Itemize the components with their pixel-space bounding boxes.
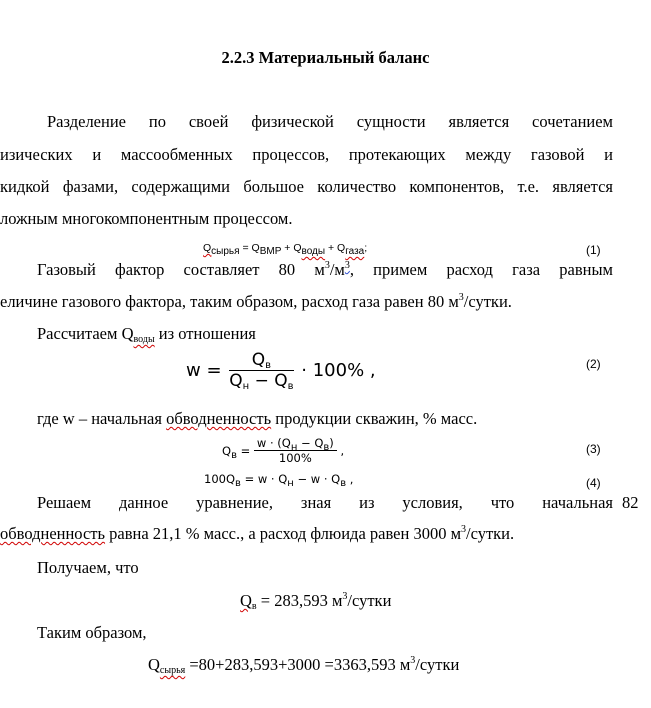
para1-line2: изических и массообменных процессов, протекающих между газовой и [0, 145, 613, 164]
equation-1: $Q_{сырья} = Q_{ВМР} + Q_{воды} + Q_{газа}$; [203, 242, 368, 257]
para7: Таким образом, [37, 623, 147, 642]
para3: Рассчитаем $Q_{воды}$ из отношения [37, 324, 256, 345]
para4: где w – начальная обводненность продукции скважин, % масс. [37, 409, 478, 428]
equation-1-number: (1) [586, 243, 601, 257]
equation-2-number: (2) [586, 357, 601, 371]
margin-number: 82 [622, 493, 639, 512]
equation-2: w = $\frac{Q_в}{Q_н - Q_в}$ · 100% , [186, 350, 376, 392]
para2-line1: Газовый фактор составляет 80 $м^3/м^3$, примем расход газа равным [37, 260, 613, 279]
para5-line1: Решаем данное уравнение, зная из условия, что начальная [37, 493, 613, 512]
para5-line2: обводненность равна 21,1 % масс., а расход флюида равен 3000 $м^3$/сутки. [0, 524, 515, 543]
para2-line2: еличине газового фактора, таким образом, расход газа равен 80 $м^3$/сутки. [0, 292, 512, 311]
para1-line4: ложным многокомпонентным процессом. [0, 209, 293, 228]
equation-4-number: (4) [586, 476, 601, 490]
result-q-water: $Q_в = 283,593$ $м^3$/сутки [240, 591, 392, 612]
para6: Получаем, что [37, 558, 139, 577]
equation-3-number: (3) [586, 442, 601, 456]
equation-4: $100Q_в = w \cdot Q_н - w \cdot Q_в$ , [204, 472, 354, 489]
para1-line3: кидкой фазами, содержащими большое количество компонентов, т.е. является [0, 177, 613, 196]
result-q-feed: $Q_{сырья} =80+283,593+3000 =3363,593$ $м^3$/сутки [148, 655, 460, 676]
equation-3: $Q_в$ = $\frac{w \cdot (Q_н - Q_в)}{100\%}$ , [222, 436, 345, 465]
para1-line1: Разделение по своей физической сущности является сочетанием [47, 112, 613, 131]
section-heading: 2.2.3 Материальный баланс [221, 48, 430, 67]
